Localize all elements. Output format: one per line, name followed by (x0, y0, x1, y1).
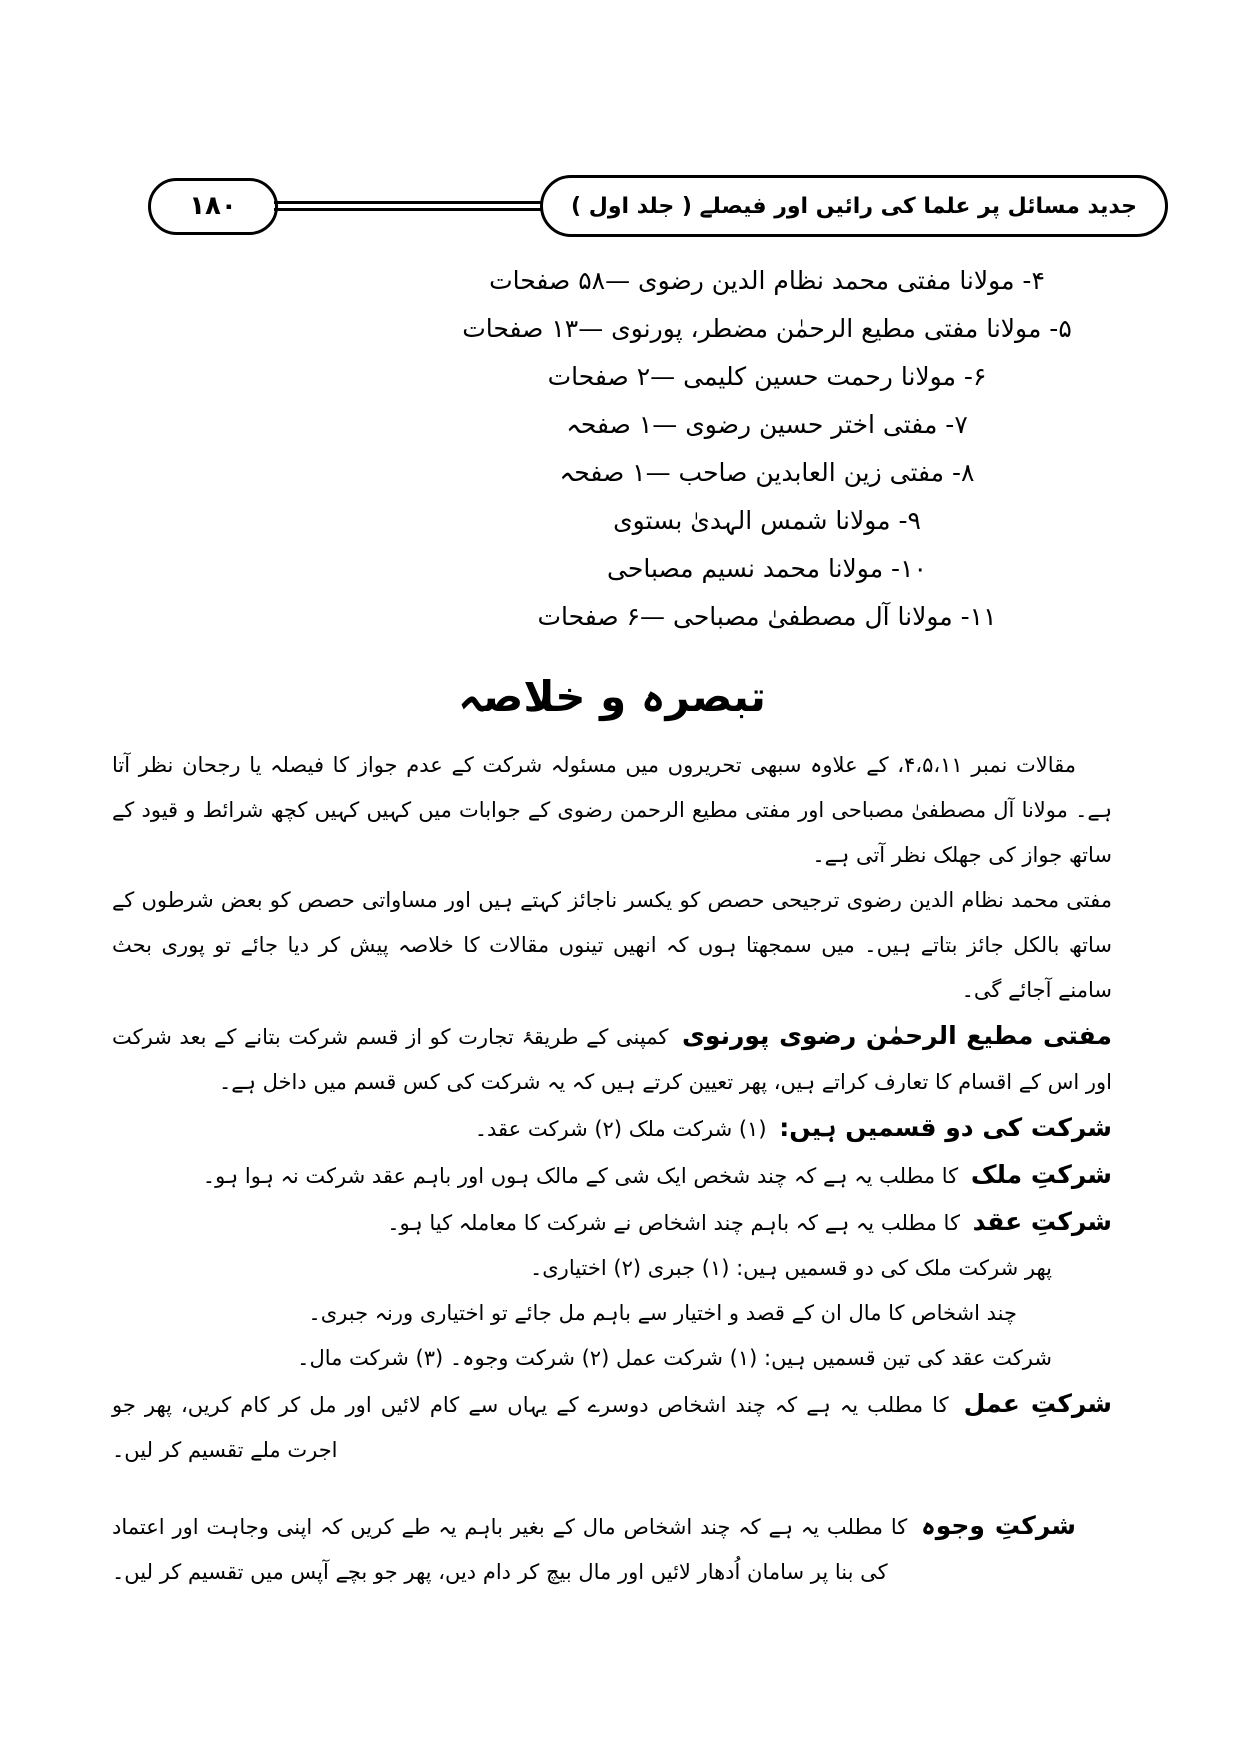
page-number-badge (148, 178, 278, 235)
page-number: ۱۸۰ (189, 191, 237, 221)
paragraph-text: (۱) شرکت ملک (۲) شرکت عقد۔ (474, 1117, 767, 1141)
paragraph-text: کا مطلب یہ ہے کہ چند اشخاص دوسرے کے یہاں سے کام لائیں اور مل کر کام کریں، پھر جو اجرت ملے تقسیم کر لیں۔ (112, 1393, 949, 1462)
paragraph (112, 1105, 1112, 1152)
paragraph-text: مقالات نمبر ۴،۵،۱۱، کے علاوہ سبھی تحریروں میں مسئولہ شرکت کے عدم جواز کا فیصلہ یا رجحان نظر آتا ہے۔ مولانا آل مصطفیٰ مصباحی اور مفتی مطیع الرحمن رضوی کے جوابات میں کہیں کہیں کچھ شرائط و قیود کے ساتھ جواز کی جھلک نظر آتی ہے۔ (112, 753, 1112, 867)
paragraph-text: پھر شرکت ملک کی دو قسمیں ہیں: (۱) جبری (۲) اختیاری۔ (529, 1256, 1052, 1280)
paragraph-lead: شرکت کی دو قسمیں ہیں: (779, 1113, 1112, 1142)
list-item: ۱۰- مولانا محمد نسیم مصباحی (607, 554, 927, 583)
paragraph (112, 1152, 1112, 1199)
paragraph-lead: شرکتِ ملک (970, 1160, 1112, 1189)
paragraph-text: کا مطلب یہ ہے کہ چند شخص ایک شی کے مالک ہوں اور باہم عقد شرکت نہ ہوا ہو۔ (202, 1164, 959, 1188)
list-item: ۶- مولانا رحمت حسین کلیمی —۲ صفحات (547, 362, 987, 391)
paragraph-text: کا مطلب یہ ہے کہ چند اشخاص مال کے بغیر باہم یہ طے کریں کہ اپنی وجاہت اور اعتماد کی بنا پر سامان اُدھار لائیں اور مال بیچ کر دام دیں، پھر جو بچے آپس میں تقسیم کر لیں۔ (112, 1515, 908, 1584)
paragraph-lead: مفتی مطیع الرحمٰن رضوی پورنوی (682, 1021, 1113, 1050)
paragraph (112, 1336, 1052, 1381)
paragraph-lead: شرکتِ عقد (972, 1207, 1112, 1236)
list-item: ۴- مولانا مفتی محمد نظام الدین رضوی —۵۸ صفحات (489, 266, 1045, 295)
paragraph-text: مفتی محمد نظام الدین رضوی ترجیحی حصص کو یکسر ناجائز کہتے ہیں اور مساواتی حصص کو بعض شرطوں کے ساتھ بالکل جائز بتاتے ہیں۔ میں سمجھتا ہوں کہ انھیں تینوں مقالات کا خلاصہ پیش کر دیا جائے تو پوری بحث سامنے آجائے گی۔ (112, 888, 1112, 1002)
paragraph (112, 1503, 1112, 1595)
book-title: جدید مسائل پر علما کی رائیں اور فیصلے ( جلد اول ) (571, 193, 1137, 219)
list-item: ۵- مولانا مفتی مطیع الرحمٰن مضطر، پورنوی —۱۳ صفحات (462, 314, 1072, 343)
paragraph (112, 1291, 1017, 1336)
page-header (148, 175, 1168, 237)
list-item: ۹- مولانا شمس الہدیٰ بستوی (613, 506, 921, 535)
paragraph (112, 1246, 1052, 1291)
header-double-rule (274, 201, 544, 211)
list-item: ۸- مفتی زین العابدین صاحب —۱ صفحہ (559, 458, 975, 487)
section-heading: تبصرہ و خلاصہ (458, 672, 766, 721)
paragraph-lead: شرکتِ عمل (963, 1389, 1112, 1418)
book-title-badge (540, 175, 1168, 237)
paragraph-text: شرکت عقد کی تین قسمیں ہیں: (۱) شرکت عمل (۲) شرکت وجوہ۔ (۳) شرکت مال۔ (297, 1346, 1052, 1370)
page-content (112, 257, 1112, 1595)
paragraph-text: کمپنی کے طریقۂ تجارت کو از قسم شرکت بتانے کے بعد شرکت اور اس کے اقسام کا تعارف کراتے ہیں، پھر تعیین کرتے ہیں کہ یہ شرکت کی کس قسم میں داخل ہے۔ (112, 1025, 1112, 1094)
paragraph (112, 1199, 1112, 1246)
list-item: ۱۱- مولانا آل مصطفیٰ مصباحی —۶ صفحات (537, 602, 997, 631)
list-item: ۷- مفتی اختر حسین رضوی —۱ صفحہ (566, 410, 968, 439)
contributors-list (112, 257, 1112, 641)
paragraph-text: کا مطلب یہ ہے کہ باہم چند اشخاص نے شرکت کا معاملہ کیا ہو۔ (387, 1211, 960, 1235)
paragraph-lead: شرکتِ وجوہ (921, 1511, 1076, 1540)
paragraph (112, 1381, 1112, 1473)
paragraph-text: چند اشخاص کا مال ان کے قصد و اختیار سے باہم مل جائے تو اختیاری ورنہ جبری۔ (308, 1301, 1017, 1325)
paragraph (112, 878, 1112, 1013)
paragraph (112, 743, 1112, 878)
paragraph (112, 1013, 1112, 1105)
